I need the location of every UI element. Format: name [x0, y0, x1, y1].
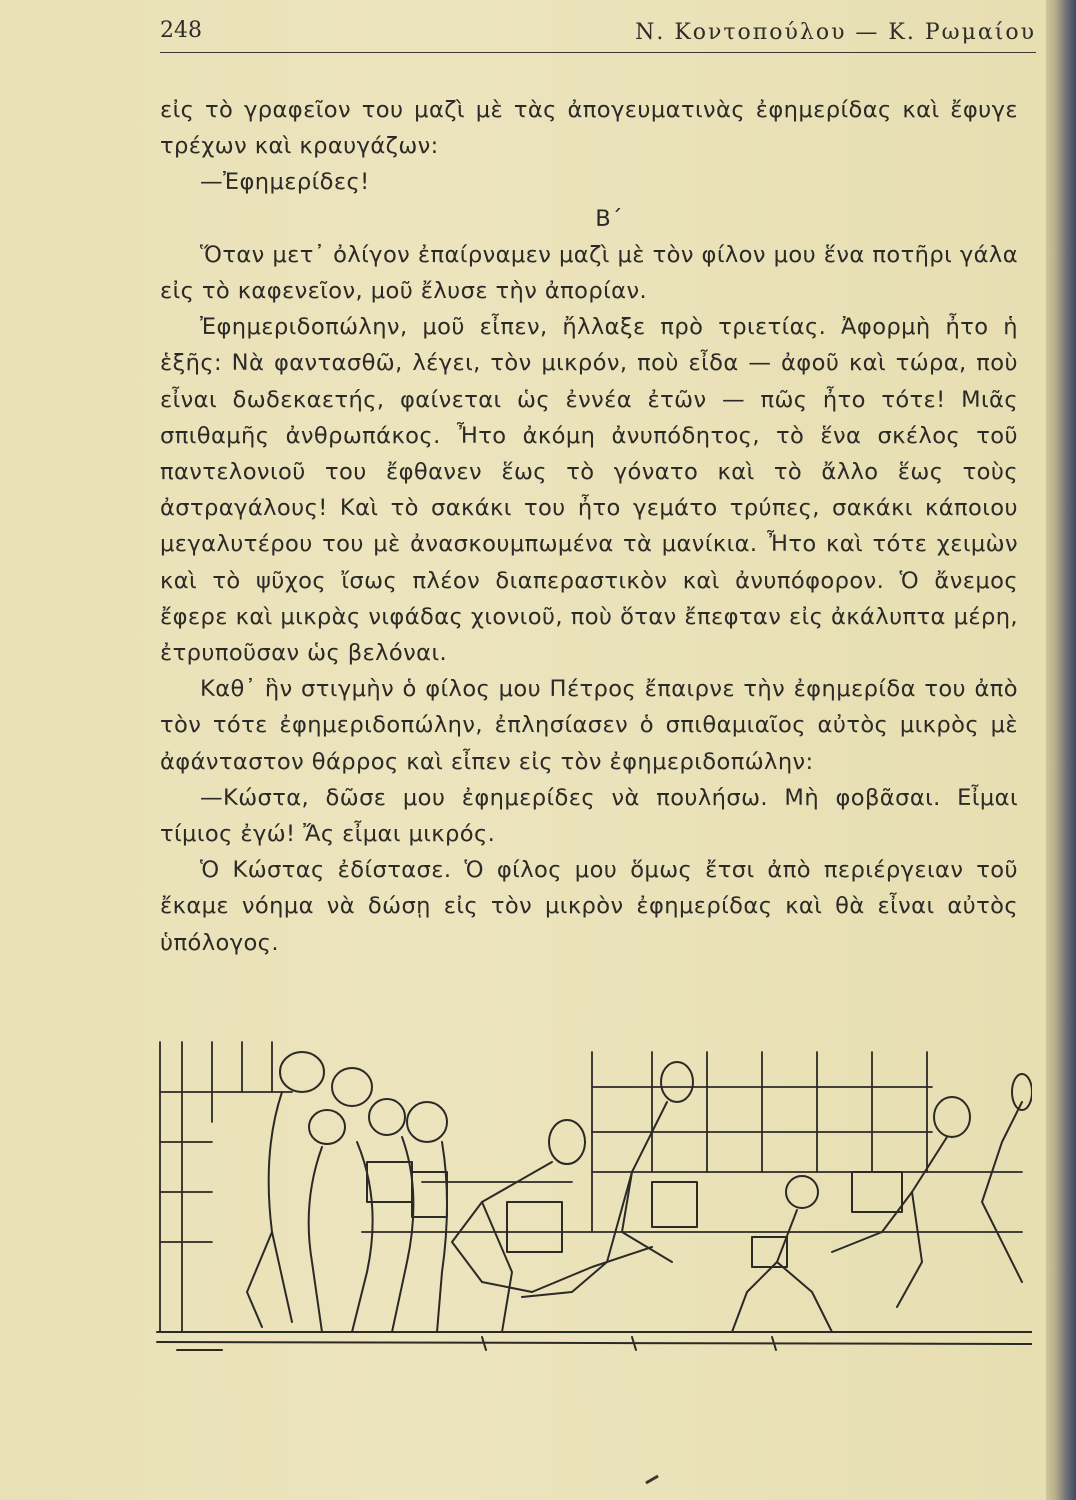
- paragraph: Ὁ Κώστας ἐδίστασε. Ὁ φίλος μου ὅμως ἔτσι ἀπὸ περιέργειαν τοῦ ἔκαμε νόημα νὰ δώσῃ εἰς τὸν μικρὸν ἐφημερίδας καὶ θὰ εἶναι αὐτὸς ὑπόλογος.: [160, 857, 1018, 956]
- section-heading: Β΄: [595, 205, 623, 232]
- window-grid: [160, 1042, 1022, 1332]
- running-men-right: [832, 1074, 1032, 1307]
- running-title: Ν. Κοντοπούλου — Κ. Ρωμαίου: [635, 20, 1036, 45]
- page-header: [160, 18, 1036, 53]
- book-spine-edge: [1046, 0, 1076, 1500]
- paragraph: Καθ᾽ ἣν στιγμὴν ὁ φίλος μου Πέτρος ἔπαιρνε τὴν ἐφημερίδα του ἀπὸ τὸν τότε ἐφημεριδοπώλην, ἐπλησίασεν ὁ σπιθαμιαῖος αὐτὸς μικρὸς μὲ ἀφάνταστον θάρρος καὶ εἶπεν εἰς τὸν ἐφημεριδοπώλην:: [160, 676, 1018, 775]
- paragraph: Ἐφημεριδοπώλην, μοῦ εἶπεν, ἤλλαξε πρὸ τριετίας. Ἀφορμὴ ἦτο ἡ ἑξῆς: Νὰ φαντασθῶ, λέγει, τὸν μικρόν, ποὺ εἶδα — ἀφοῦ καὶ τώρα, ποὺ εἶναι δωδεκαετής, φαίνεται ὡς ἐννέα ἐτῶν — πῶς ἦτο τότε! Μιᾶς σπιθαμῆς ἀνθρωπάκος. Ἦτο ἀκόμη ἀνυπόδητος, τὸ ἕνα σκέλος τοῦ παντελονιοῦ του ἔφθανεν ἕως τὸ γόνατο καὶ τὸ ἄλλο ἕως τοὺς ἀστραγάλους! Καὶ τὸ σακάκι του ἦτο γεμάτο τρύπες, σακάκι κάποιου μεγαλυτέρου του μὲ ἀνασκουμπωμένα τὰ μανίκια. Ἦτο καὶ τότε χειμὼν καὶ τὸ ψῦχος ἴσως πλέον διαπεραστικὸν καὶ ἀνυπόφορον. Ὁ ἄνεμος ἔφερε καὶ μικρὰς νιφάδας χιονιοῦ, ποὺ ὅταν ἔπεφταν εἰς ἀκάλυπτα μέρη, ἐτρυποῦσαν ὡς βελόναι.: [160, 314, 1018, 667]
- newsboys-illustration: [152, 1032, 1032, 1367]
- crowd-figures: [247, 1052, 447, 1332]
- page-number: 248: [160, 18, 202, 43]
- paragraph: —Ἐφημερίδες!: [200, 169, 370, 196]
- paragraph: —Κώστα, δῶσε μου ἐφημερίδες νὰ πουλήσω. Μὴ φοβᾶσαι. Εἶμαι τίμιος ἐγώ! Ἄς εἶμαι μικρός.: [160, 784, 1018, 848]
- paragraph: εἰς τὸ γραφεῖον του μαζὶ μὲ τὰς ἀπογευματινὰς ἐφημερίδας καὶ ἔφυγε τρέχων καὶ κραυγάζων:: [160, 97, 1018, 160]
- floor-line: [157, 1332, 1032, 1350]
- small-boy: [732, 1176, 832, 1332]
- body-text: [160, 92, 1018, 961]
- paragraph: Ὅταν μετ᾽ ὀλίγον ἐπαίρναμεν μαζὶ μὲ τὸν φίλον μου ἕνα ποτῆρι γάλα εἰς τὸ καφενεῖον, μοῦ ἔλυσε τὴν ἀπορίαν.: [160, 241, 1018, 305]
